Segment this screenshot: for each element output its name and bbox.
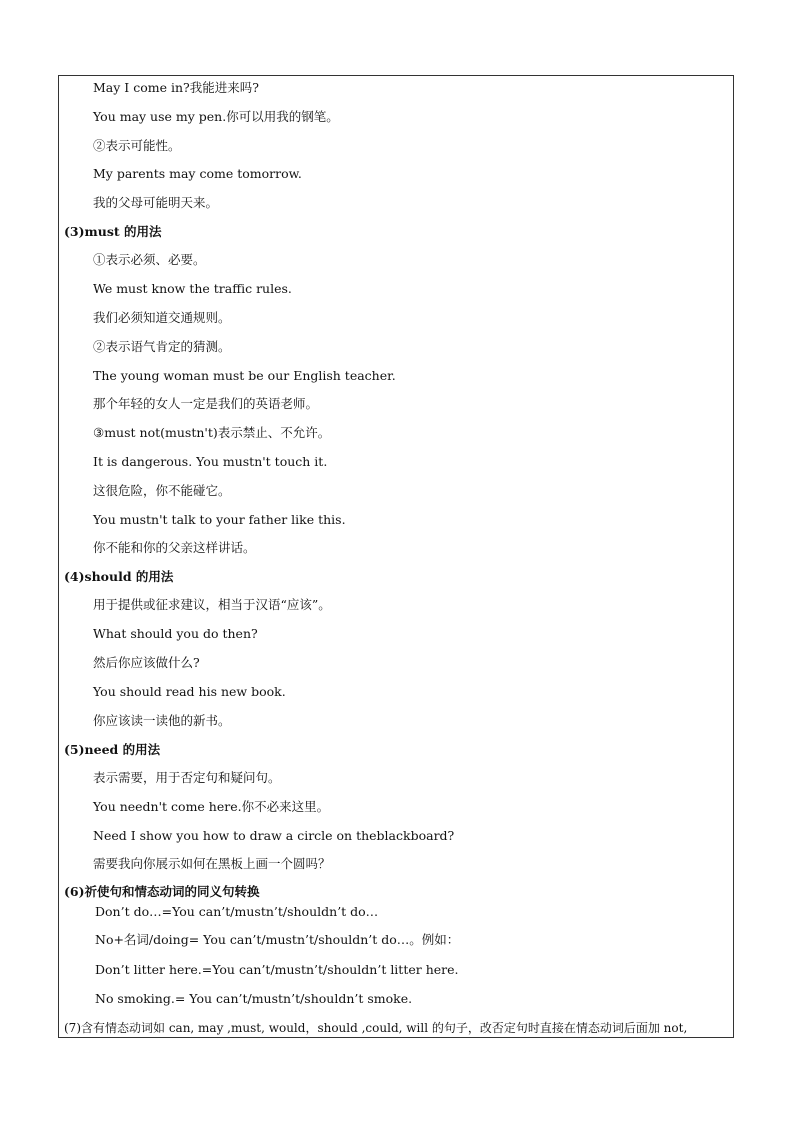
example-translation: 你不能和你的父亲这样讲话。 [93, 540, 256, 555]
section-heading: (3)must 的用法 [64, 224, 162, 239]
rule-point: ①表示必须、必要。 [93, 252, 206, 267]
example-line: We must know the traffic rules. [93, 281, 292, 296]
example-translation: 这很危险，你不能碰它。 [93, 483, 231, 498]
example-line: Need I show you how to draw a circle on theblackboard? [93, 828, 455, 843]
example-line: You needn't come here.你不必来这里。 [93, 799, 330, 814]
example-translation: 你应该读一读他的新书。 [93, 713, 231, 728]
example-line: You mustn't talk to your father like this. [93, 512, 346, 527]
section-heading: (4)should 的用法 [64, 569, 174, 584]
example-translation: 需要我向你展示如何在黑板上画一个圆吗？ [93, 856, 331, 871]
section-heading: (6)祈使句和情态动词的同义句转换 [64, 884, 260, 899]
rule-point: ②表示可能性。 [93, 138, 181, 153]
rule-point: 用于提供或征求建议，相当于汉语“应该”。 [93, 597, 331, 612]
example-translation: 那个年轻的女人一定是我们的英语老师。 [93, 396, 319, 411]
example-translation: 然后你应该做什么? [93, 655, 200, 670]
section-heading-7: (7)含有情态动词如 can, may ,must, would，should ,could, will 的句子，改否定句时直接在情态动词后面加 not, [64, 1021, 688, 1035]
rule-point: 表示需要，用于否定句和疑问句。 [93, 770, 281, 785]
example-line: You should read his new book. [93, 684, 286, 699]
example-line: The young woman must be our English teacher. [93, 368, 396, 383]
example-line: Don’t litter here.=You can’t/mustn’t/shouldn’t litter here. [95, 962, 459, 977]
example-translation: 我们必须知道交通规则。 [93, 310, 231, 325]
rule-point: ②表示语气肯定的猜测。 [93, 339, 231, 354]
example-line: May I come in?我能进来吗? [93, 80, 259, 95]
example-line: No+名词/doing= You can’t/mustn’t/shouldn’t do…。例如： [95, 932, 460, 947]
example-line: Don’t do…=You can’t/mustn’t/shouldn’t do… [95, 904, 379, 919]
example-translation: 我的父母可能明天来。 [93, 195, 219, 210]
example-line: What should you do then? [93, 626, 258, 641]
example-line: You may use my pen.你可以用我的钢笔。 [93, 109, 339, 124]
example-line: No smoking.= You can’t/mustn’t/shouldn’t smoke. [95, 991, 413, 1006]
section-heading: (5)need 的用法 [64, 742, 161, 757]
rule-point: ③must not(mustn't)表示禁止、不允许。 [93, 425, 331, 440]
example-line: My parents may come tomorrow. [93, 166, 302, 181]
example-line: It is dangerous. You mustn't touch it. [93, 454, 328, 469]
